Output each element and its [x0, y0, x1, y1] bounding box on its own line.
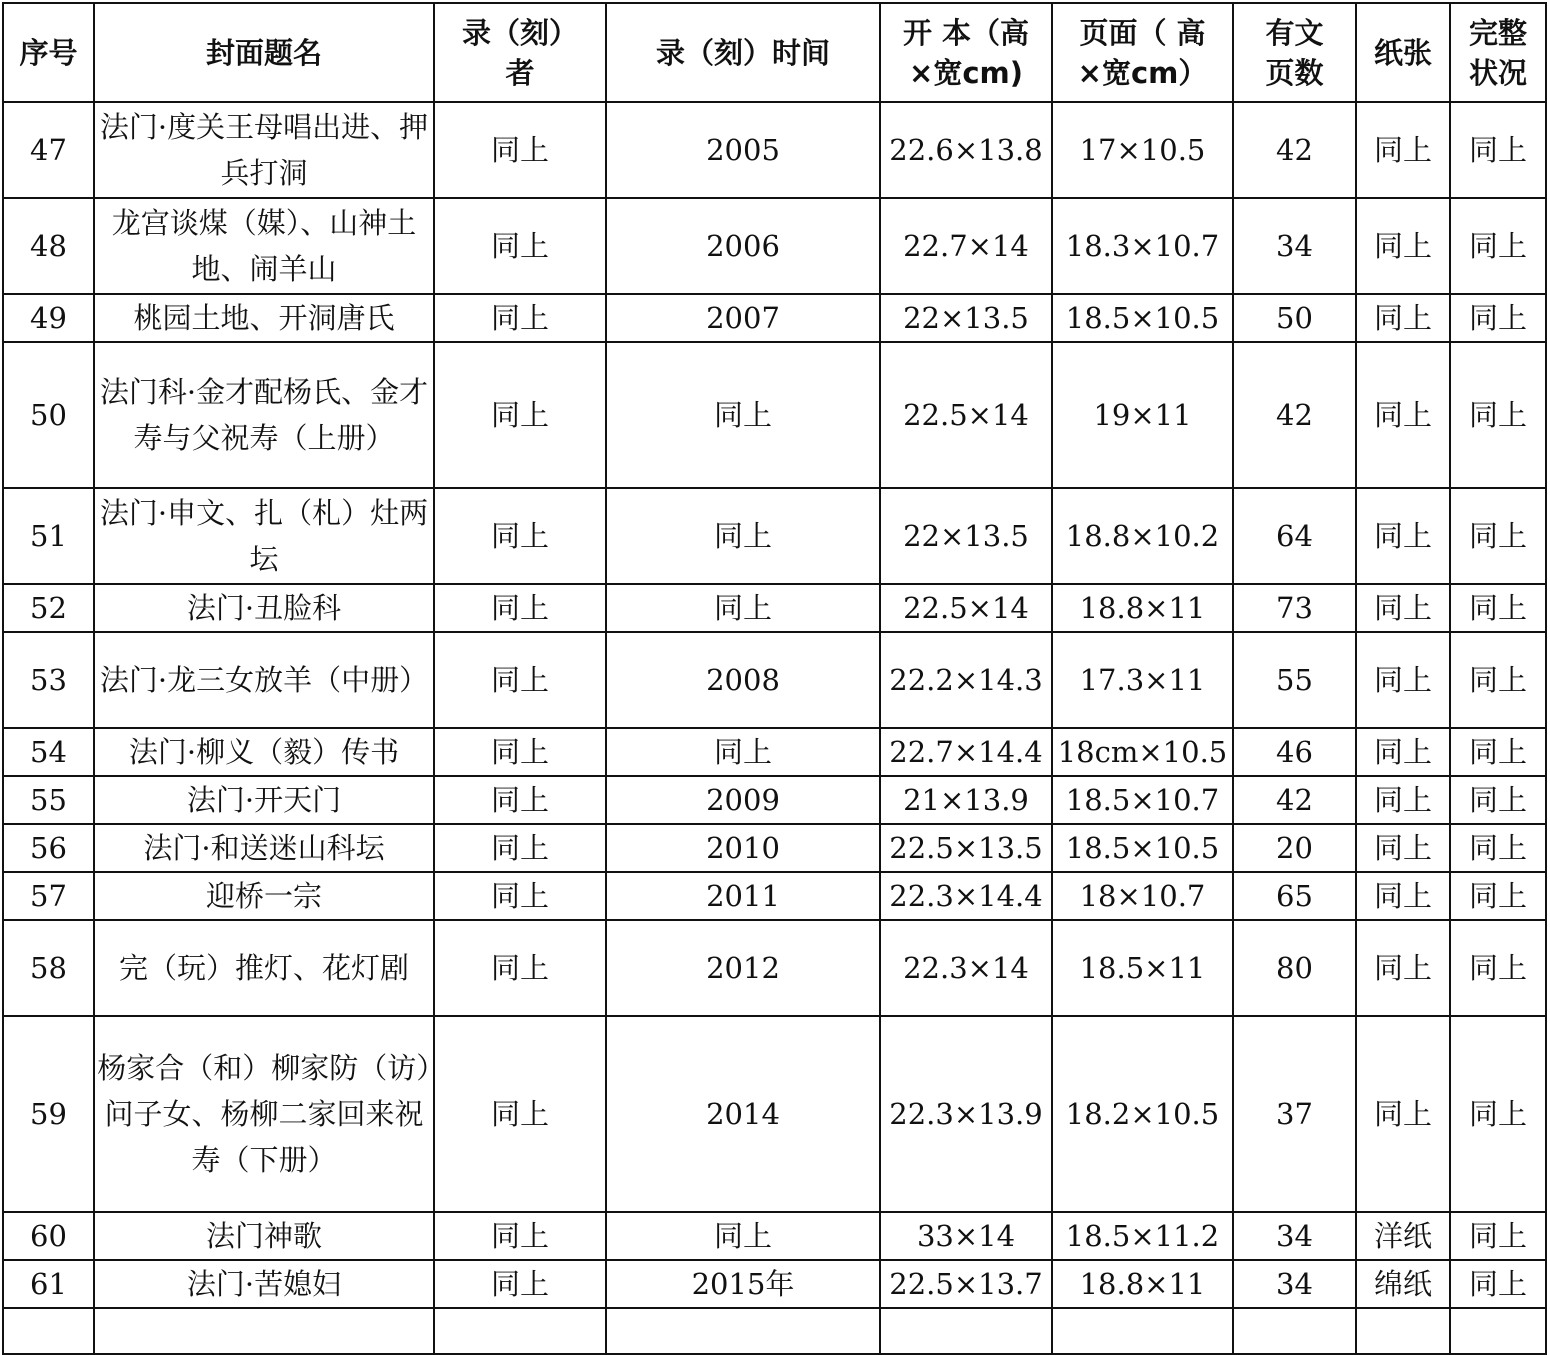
cell-record-time: 2008: [606, 632, 880, 728]
cell-paper: 同上: [1356, 632, 1450, 728]
cell-text-pages: [1233, 1308, 1356, 1354]
cell-recorder: 同上: [434, 342, 606, 488]
cell-cover-title: 法门·和送迷山科坛: [94, 824, 434, 872]
cell-recorder: 同上: [434, 102, 606, 198]
header-record-time: 录（刻）时间: [606, 3, 880, 102]
cell-seq: 47: [3, 102, 94, 198]
cell-cover-title: 法门·丑脸科: [94, 584, 434, 632]
cell-page-size: 18×10.7: [1052, 872, 1233, 920]
cell-condition: 同上: [1450, 1016, 1546, 1212]
table-row: [3, 1308, 1546, 1354]
cell-book-size: 22.7×14: [880, 198, 1052, 294]
table-row: [3, 488, 1546, 584]
cell-condition: 同上: [1450, 584, 1546, 632]
header-condition: [1450, 3, 1546, 102]
cell-recorder: 同上: [434, 872, 606, 920]
cell-text-pages: 37: [1233, 1016, 1356, 1212]
cell-text-pages: 65: [1233, 872, 1356, 920]
header-paper: 纸张: [1356, 3, 1450, 102]
cell-condition: 同上: [1450, 198, 1546, 294]
table-row: [3, 294, 1546, 342]
cell-book-size: 22×13.5: [880, 488, 1052, 584]
cell-seq: 48: [3, 198, 94, 294]
cell-paper: 同上: [1356, 294, 1450, 342]
cell-condition: 同上: [1450, 488, 1546, 584]
table-row: [3, 728, 1546, 776]
cell-record-time: 2009: [606, 776, 880, 824]
cell-text-pages: 34: [1233, 1260, 1356, 1308]
cell-paper: 同上: [1356, 488, 1450, 584]
cell-cover-title: 法门·柳义（毅）传书: [94, 728, 434, 776]
header-seq: 序号: [3, 3, 94, 102]
cell-page-size: 19×11: [1052, 342, 1233, 488]
cell-cover-title: 法门科·金才配杨氏、金才寿与父祝寿（上册）: [94, 342, 434, 488]
header-recorder: [434, 3, 606, 102]
header-page-size-line-1: 页面（ 高: [1079, 15, 1206, 50]
cell-seq: 61: [3, 1260, 94, 1308]
cell-seq: 56: [3, 824, 94, 872]
cell-recorder: 同上: [434, 728, 606, 776]
cell-condition: 同上: [1450, 776, 1546, 824]
table-row: [3, 1260, 1546, 1308]
cell-book-size: 22.3×13.9: [880, 1016, 1052, 1212]
cell-record-time: 2014: [606, 1016, 880, 1212]
cell-cover-title: 法门·龙三女放羊（中册）: [94, 632, 434, 728]
cell-seq: 52: [3, 584, 94, 632]
header-book-size-line-1: 开 本（高: [902, 15, 1030, 50]
cell-page-size: 17×10.5: [1052, 102, 1233, 198]
cell-page-size: 17.3×11: [1052, 632, 1233, 728]
cell-book-size: 22.5×13.7: [880, 1260, 1052, 1308]
cell-record-time: 同上: [606, 1212, 880, 1260]
cell-recorder: [434, 1308, 606, 1354]
cell-cover-title: 法门·度关王母唱出进、押兵打洞: [94, 102, 434, 198]
cell-text-pages: 34: [1233, 1212, 1356, 1260]
cell-page-size: 18.3×10.7: [1052, 198, 1233, 294]
cell-text-pages: 73: [1233, 584, 1356, 632]
header-condition-line-1: 完整: [1468, 15, 1527, 50]
cell-cover-title: 完（玩）推灯、花灯剧: [94, 920, 434, 1016]
header-recorder-line-1: 录（刻）: [461, 15, 578, 50]
cell-recorder: 同上: [434, 584, 606, 632]
cell-book-size: 21×13.9: [880, 776, 1052, 824]
cell-text-pages: 20: [1233, 824, 1356, 872]
header-book-size: [880, 3, 1052, 102]
cell-page-size: 18.5×11.2: [1052, 1212, 1233, 1260]
cell-page-size: 18.5×10.7: [1052, 776, 1233, 824]
cell-seq: 59: [3, 1016, 94, 1212]
cell-paper: 同上: [1356, 198, 1450, 294]
cell-condition: 同上: [1450, 1260, 1546, 1308]
table-row: [3, 920, 1546, 1016]
header-text-pages-line-2: 页数: [1265, 55, 1324, 90]
cell-paper: 同上: [1356, 776, 1450, 824]
cell-book-size: 22.2×14.3: [880, 632, 1052, 728]
cell-cover-title: 迎桥一宗: [94, 872, 434, 920]
cell-paper: 同上: [1356, 872, 1450, 920]
cell-record-time: 同上: [606, 342, 880, 488]
cell-condition: 同上: [1450, 342, 1546, 488]
cell-book-size: 22×13.5: [880, 294, 1052, 342]
table-row: [3, 198, 1546, 294]
table-row: [3, 342, 1546, 488]
cell-recorder: 同上: [434, 824, 606, 872]
cell-page-size: 18.2×10.5: [1052, 1016, 1233, 1212]
cell-paper: [1356, 1308, 1450, 1354]
cell-seq: 55: [3, 776, 94, 824]
cell-text-pages: 46: [1233, 728, 1356, 776]
cell-cover-title: [94, 1308, 434, 1354]
cell-recorder: 同上: [434, 488, 606, 584]
header-cover-title: 封面题名: [94, 3, 434, 102]
header-book-size-line-2: ×宽cm): [909, 55, 1023, 90]
table-row: [3, 776, 1546, 824]
table-row: [3, 584, 1546, 632]
cell-recorder: 同上: [434, 1016, 606, 1212]
cell-condition: [1450, 1308, 1546, 1354]
cell-book-size: [880, 1308, 1052, 1354]
cell-seq: [3, 1308, 94, 1354]
cell-book-size: 22.5×14: [880, 584, 1052, 632]
cell-cover-title: 杨家合（和）柳家防（访）问子女、杨柳二家回来祝寿（下册）: [94, 1016, 434, 1212]
cell-record-time: 2006: [606, 198, 880, 294]
cell-paper: 洋纸: [1356, 1212, 1450, 1260]
cell-condition: 同上: [1450, 632, 1546, 728]
document-table: [2, 2, 1547, 1355]
cell-book-size: 22.5×13.5: [880, 824, 1052, 872]
cell-book-size: 22.5×14: [880, 342, 1052, 488]
table-row: [3, 1212, 1546, 1260]
table-row: [3, 1016, 1546, 1212]
cell-record-time: 同上: [606, 584, 880, 632]
cell-seq: 54: [3, 728, 94, 776]
cell-page-size: 18.8×11: [1052, 584, 1233, 632]
cell-text-pages: 42: [1233, 342, 1356, 488]
cell-seq: 58: [3, 920, 94, 1016]
cell-condition: 同上: [1450, 872, 1546, 920]
cell-recorder: 同上: [434, 1260, 606, 1308]
cell-page-size: 18.8×11: [1052, 1260, 1233, 1308]
cell-record-time: 2011: [606, 872, 880, 920]
cell-recorder: 同上: [434, 198, 606, 294]
cell-seq: 57: [3, 872, 94, 920]
cell-text-pages: 50: [1233, 294, 1356, 342]
cell-recorder: 同上: [434, 776, 606, 824]
header-page-size-line-2: ×宽cm）: [1077, 55, 1208, 90]
header-row: [3, 3, 1546, 102]
cell-book-size: 33×14: [880, 1212, 1052, 1260]
cell-text-pages: 42: [1233, 102, 1356, 198]
cell-book-size: 22.3×14.4: [880, 872, 1052, 920]
table-body: [3, 102, 1546, 1354]
table-row: [3, 632, 1546, 728]
header-text-pages: [1233, 3, 1356, 102]
table-row: [3, 102, 1546, 198]
cell-cover-title: 桃园土地、开洞唐氏: [94, 294, 434, 342]
cell-book-size: 22.7×14.4: [880, 728, 1052, 776]
cell-paper: 同上: [1356, 728, 1450, 776]
table-row: [3, 872, 1546, 920]
cell-record-time: 2007: [606, 294, 880, 342]
cell-text-pages: 80: [1233, 920, 1356, 1016]
cell-recorder: 同上: [434, 294, 606, 342]
cell-page-size: 18.5×11: [1052, 920, 1233, 1016]
cell-page-size: 18.5×10.5: [1052, 824, 1233, 872]
cell-condition: 同上: [1450, 824, 1546, 872]
cell-cover-title: 法门神歌: [94, 1212, 434, 1260]
cell-paper: 同上: [1356, 920, 1450, 1016]
header-page-size: [1052, 3, 1233, 102]
cell-record-time: [606, 1308, 880, 1354]
cell-page-size: [1052, 1308, 1233, 1354]
cell-page-size: 18.8×10.2: [1052, 488, 1233, 584]
cell-cover-title: 龙宫谈煤（媒）、山神土地、闹羊山: [94, 198, 434, 294]
header-condition-line-2: 状况: [1468, 55, 1527, 90]
cell-condition: 同上: [1450, 1212, 1546, 1260]
table-row: [3, 824, 1546, 872]
cell-paper: 同上: [1356, 342, 1450, 488]
cell-condition: 同上: [1450, 102, 1546, 198]
cell-page-size: 18.5×10.5: [1052, 294, 1233, 342]
cell-cover-title: 法门·申文、扎（札）灶两坛: [94, 488, 434, 584]
cell-cover-title: 法门·开天门: [94, 776, 434, 824]
cell-paper: 绵纸: [1356, 1260, 1450, 1308]
cell-text-pages: 64: [1233, 488, 1356, 584]
cell-cover-title: 法门·苦媳妇: [94, 1260, 434, 1308]
cell-seq: 50: [3, 342, 94, 488]
cell-record-time: 2015年: [606, 1260, 880, 1308]
cell-text-pages: 34: [1233, 198, 1356, 294]
cell-record-time: 2010: [606, 824, 880, 872]
cell-record-time: 同上: [606, 488, 880, 584]
cell-record-time: 同上: [606, 728, 880, 776]
cell-paper: 同上: [1356, 1016, 1450, 1212]
cell-recorder: 同上: [434, 632, 606, 728]
cell-seq: 60: [3, 1212, 94, 1260]
cell-book-size: 22.3×14: [880, 920, 1052, 1016]
cell-paper: 同上: [1356, 824, 1450, 872]
cell-paper: 同上: [1356, 102, 1450, 198]
cell-record-time: 2012: [606, 920, 880, 1016]
header-text-pages-line-1: 有文: [1265, 15, 1324, 50]
cell-condition: 同上: [1450, 920, 1546, 1016]
cell-condition: 同上: [1450, 728, 1546, 776]
cell-seq: 49: [3, 294, 94, 342]
cell-record-time: 2005: [606, 102, 880, 198]
header-recorder-line-2: 者: [505, 55, 535, 90]
cell-text-pages: 42: [1233, 776, 1356, 824]
cell-paper: 同上: [1356, 584, 1450, 632]
cell-seq: 51: [3, 488, 94, 584]
cell-text-pages: 55: [1233, 632, 1356, 728]
cell-recorder: 同上: [434, 920, 606, 1016]
cell-seq: 53: [3, 632, 94, 728]
cell-recorder: 同上: [434, 1212, 606, 1260]
cell-page-size: 18cm×10.5: [1052, 728, 1233, 776]
cell-condition: 同上: [1450, 294, 1546, 342]
cell-book-size: 22.6×13.8: [880, 102, 1052, 198]
